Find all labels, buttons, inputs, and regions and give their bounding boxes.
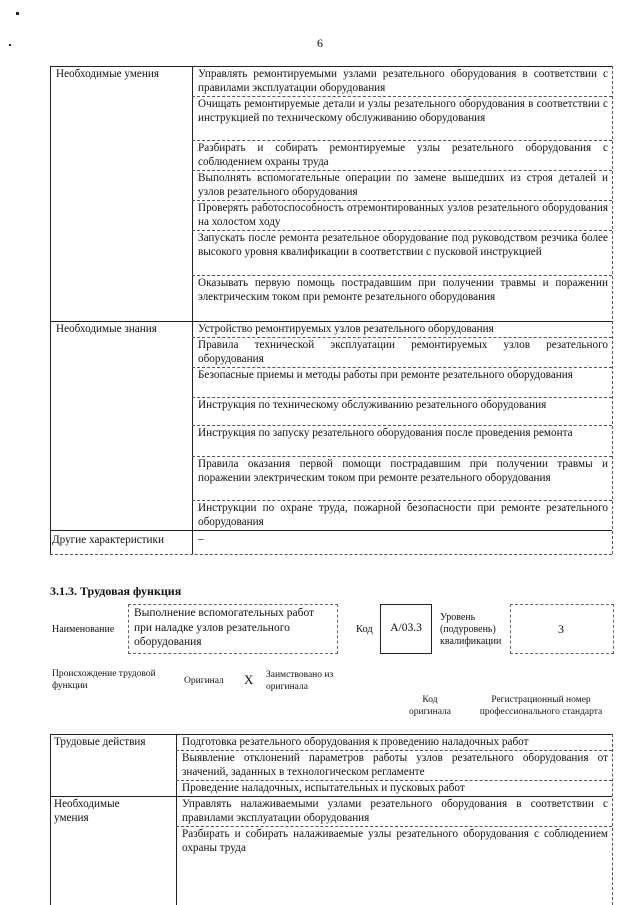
table-border [50, 796, 612, 797]
table-border [192, 500, 612, 501]
table-border [50, 734, 612, 735]
row-label: Другие характеристики [52, 534, 164, 546]
reg-number-label: Регистрационный номер профессионального стандарта [479, 695, 603, 717]
table-border [192, 456, 612, 457]
table-cell: Выявление отклонений параметров работы узлов резательного оборудования от значений, заданных в технологическом регламенте [182, 752, 608, 778]
table-border [176, 734, 177, 905]
borrowed-label: Заимствовано из оригинала [266, 670, 334, 692]
table-border [192, 337, 612, 338]
table-cell: Очищать ремонтируемые детали и узлы резательного оборудования в соответствии с инструкцией по техническому обслуживанию оборудования [198, 98, 608, 124]
table-border [50, 530, 612, 531]
table-cell: – [198, 533, 204, 545]
table-cell: Разбирать и собирать ремонтируемые узлы резательного оборудования с соблюдением охраны труда [198, 142, 608, 168]
table-border [192, 367, 612, 368]
table-cell: Инструкции по охране труда, пожарной безопасности при ремонте резательного оборудования [198, 502, 608, 528]
table-border [50, 66, 51, 554]
table-border [192, 140, 612, 141]
row-label: Необходимые знания [56, 323, 157, 335]
table-cell: Устройство ремонтируемых узлов резательного оборудования [198, 323, 494, 335]
origin-label: Происхождение трудовой функции [52, 669, 156, 691]
original-label: Оригинал [184, 676, 224, 686]
table-cell: Проверять работоспособность отремонтированных узлов резательного оборудования на холостом ходу [198, 202, 608, 228]
code-value: А/03.3 [390, 622, 422, 634]
scan-speck [16, 12, 19, 15]
row-label: Необходимые умения [54, 798, 120, 824]
table-cell: Разбирать и собирать налаживаемые узлы резательного оборудования с соблюдением охраны труда [182, 828, 608, 854]
table-border [50, 734, 51, 905]
table-border [612, 734, 613, 905]
table-cell: Проведение наладочных, испытательных и пусковых работ [182, 782, 465, 794]
table-border [176, 780, 612, 781]
table-border [176, 750, 612, 751]
table-cell: Правила технической эксплуатации ремонтируемых узлов резательного оборудования [198, 339, 608, 365]
page-number: 6 [317, 36, 323, 50]
table-cell: Подготовка резательного оборудования к проведению наладочных работ [182, 736, 529, 748]
table-border [176, 826, 612, 827]
table-cell: Инструкция по запуску резательного оборудования после проведения ремонта [198, 427, 573, 439]
table-cell: Управлять ремонтируемыми узлами резательного оборудования в соответствии с правилами эксплуатации оборудования [198, 68, 608, 94]
section-title: 3.1.3. Трудовая функция [50, 584, 182, 598]
table-border [50, 66, 612, 67]
level-value: 3 [558, 622, 564, 636]
table-border [192, 275, 612, 276]
level-label: Уровень (подуровень) квалификации [440, 612, 502, 647]
function-name: Выполнение вспомогательных работ при наладке узлов резательного оборудования [134, 607, 315, 648]
row-label: Трудовые действия [54, 736, 146, 748]
table-border [50, 554, 612, 555]
table-cell: Запускать после ремонта резательное оборудование под руководством резчика более высокого уровня квалификации в соответствии с пусковой инструкцией [198, 232, 608, 258]
origin-code-label: Код оригинала [409, 695, 451, 717]
table-cell: Оказывать первую помощь пострадавшим при получении травмы и поражении электрическим током при ремонте резательного оборудования [198, 277, 608, 303]
table-border [192, 96, 612, 97]
table-border [50, 321, 612, 322]
table-border [192, 170, 612, 171]
code-label: Код [356, 624, 373, 635]
table-border [612, 66, 613, 554]
table-border [192, 200, 612, 201]
original-mark: X [244, 672, 254, 687]
table-border [192, 230, 612, 231]
table-cell: Управлять налаживаемыми узлами резательного оборудования в соответствии с правилами эксплуатации оборудования [182, 798, 608, 824]
table-cell: Выполнять вспомогательные операции по замене вышедших из строя деталей и узлов резательного оборудования [198, 172, 608, 198]
table-border [192, 425, 612, 426]
row-label: Необходимые умения [56, 68, 159, 80]
table-cell: Инструкция по техническому обслуживанию резательного оборудования [198, 399, 547, 411]
table-cell: Правила оказания первой помощи пострадавшим при получении травмы и поражении электрическим током при ремонте резательного оборудования [198, 458, 608, 484]
name-label: Наименование [52, 624, 115, 635]
table-border [192, 397, 612, 398]
table-cell: Безопасные приемы и методы работы при ремонте резательного оборудования [198, 369, 573, 381]
